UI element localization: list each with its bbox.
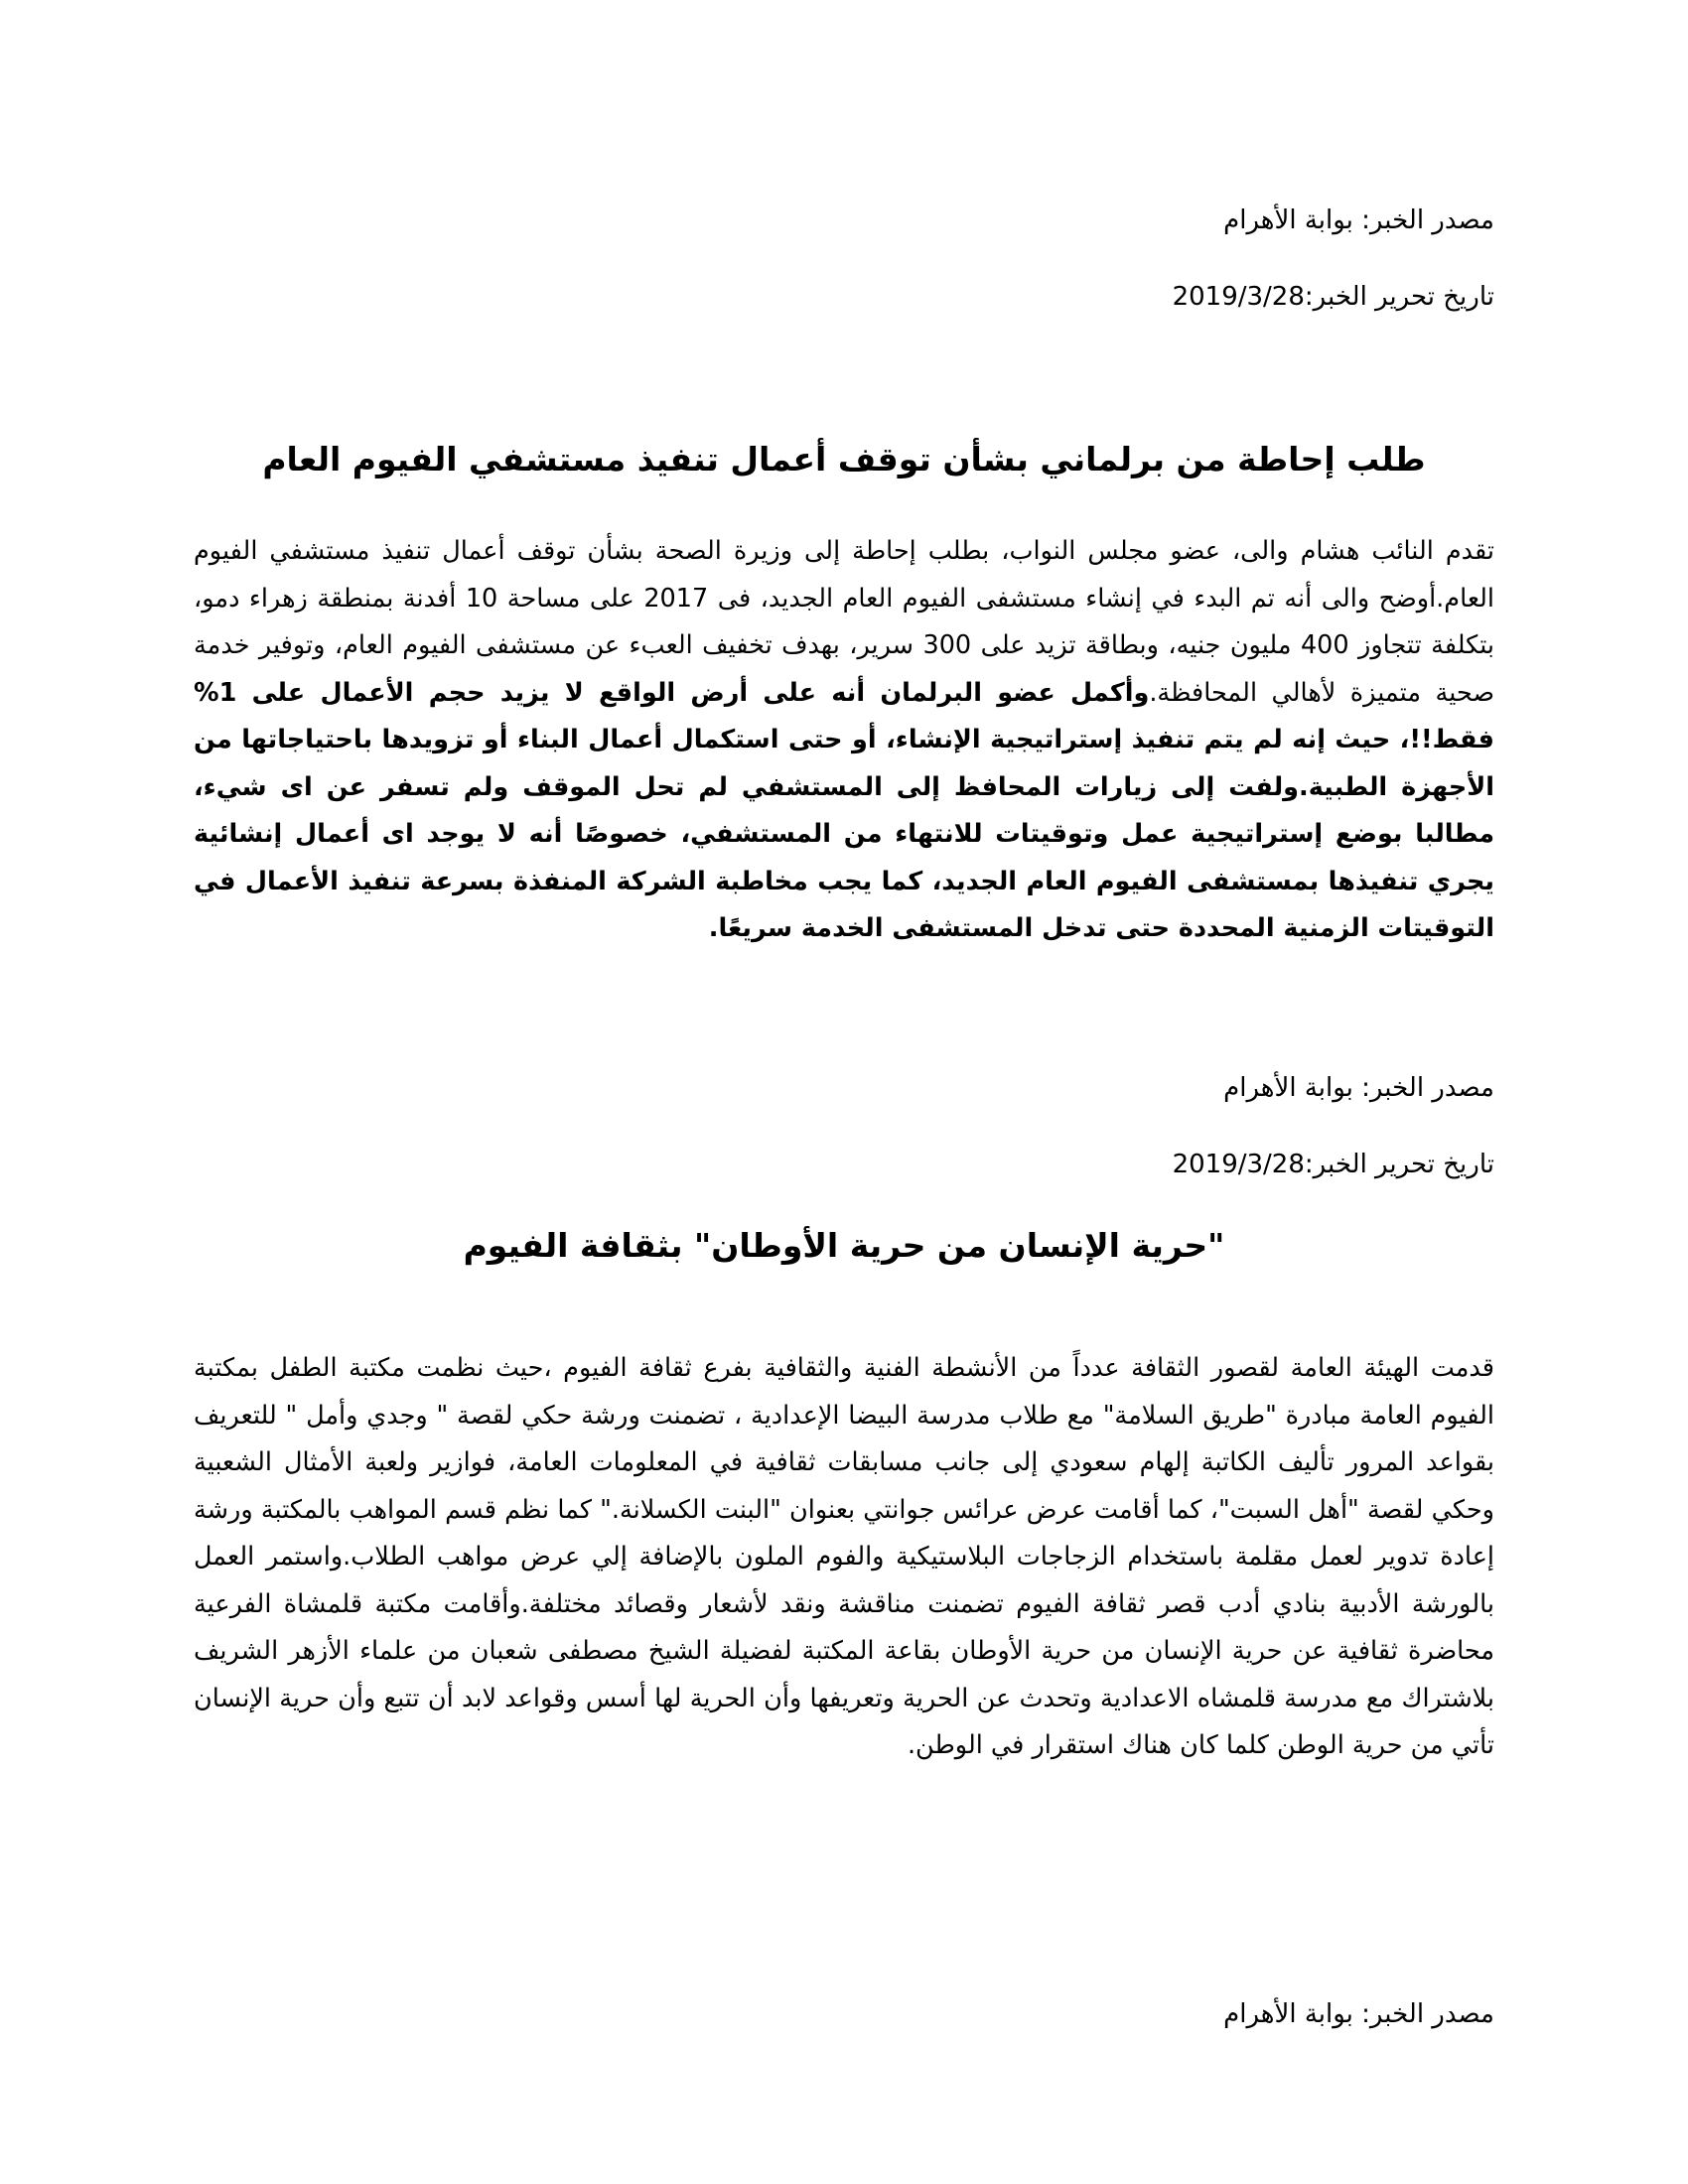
news-source-line: مصدر الخبر: بوابة الأهرام: [1223, 1999, 1494, 2029]
article-body: قدمت الهيئة العامة لقصور الثقافة عدداً من الأنشطة الفنية والثقافية بفرع ثقافة الفيوم ،حيث نظمت مكتبة الطفل بمكتبة الفيوم العامة مبادرة "طريق السلامة" مع طلاب مدرسة البيضا الإعدادية ، تضمنت ورشة حكي لقصة " وجدي وأمل " للتعريف بقواعد المرور تأليف الكاتبة إلهام سعودي إلى جانب مسابقات ثقافية في المعلومات العامة، فوازير ولعبة الأمثال الشعبية وحكي لقصة "أهل السبت"، كما أقامت عرض عرائس جوانتي بعنوان "البنت الكسلانة." كما نظم قسم المواهب بالمكتبة ورشة إعادة تدوير لعمل مقلمة باستخدام الزجاجات البلاستيكية والفوم الملون بالإضافة إلي عرض مواهب الطلاب.واستمر العمل بالورشة الأدبية بنادي أدب قصر ثقافة الفيوم تضمنت مناقشة ونقد لأشعار وقصائد مختلفة.وأقامت مكتبة قلمشاة الفرعية محاضرة ثقافية عن حرية الإنسان من حرية الأوطان بقاعة المكتبة لفضيلة الشيخ مصطفى شعبان من علماء الأزهر الشريف بلاشتراك مع مدرسة قلمشاه الاعدادية وتحدث عن الحرية وتعريفها وأن الحرية لها أسس وقواعد لابد أن تتبع وأن حرية الإنسان تأتي من حرية الوطن كلما كان هناك استقرار في الوطن.: [194, 1353, 1494, 1760]
article-title: طلب إحاطة من برلماني بشأن توقف أعمال تنفيذ مستشفي الفيوم العام: [262, 440, 1426, 478]
document-page: [194, 0, 1494, 2184]
news-date-line: تاريخ تحرير الخبر:2019/3/28: [1172, 1150, 1494, 1179]
news-date-line: تاريخ تحرير الخبر:2019/3/28: [1172, 282, 1494, 312]
article-title: "حرية الإنسان من حرية الأوطان" بثقافة الفيوم: [463, 1226, 1225, 1265]
article-body: [194, 528, 1494, 953]
article-body-bold: وأكمل عضو البرلمان أنه على أرض الواقع لا يزيد حجم الأعمال على 1% فقط!!، حيث إنه لم يتم تنفيذ إستراتيجية الإنشاء، أو حتى استكمال أعمال البناء أو تزويدها باحتياجاتها من الأجهزة الطبية.ولفت إلى زيارات المحافظ إلى المستشفي لم تحل الموقف ولم تسفر عن اى شيء، مطالبا بوضع إستراتيجية عمل وتوقيتات للانتهاء من المستشفي، خصوصًا أنه لا يوجد اى أعمال إنشائية يجري تنفيذها بمستشفى الفيوم العام الجديد، كما يجب مخاطبة الشركة المنفذة بسرعة تنفيذ الأعمال في التوقيتات الزمنية المحددة حتى تدخل المستشفى الخدمة سريعًا.: [194, 677, 1494, 943]
news-source-line: مصدر الخبر: بوابة الأهرام: [1223, 1073, 1494, 1103]
news-source-line: مصدر الخبر: بوابة الأهرام: [1223, 205, 1494, 235]
article-body-regular: تقدم النائب هشام والى، عضو مجلس النواب، بطلب إحاطة إلى وزيرة الصحة بشأن توقف أعمال تنفيذ مستشفي الفيوم العام.أوضح والى أنه تم البدء في إنشاء مستشفى الفيوم العام الجديد، فى 2017 على مساحة 10 أفدنة بمنطقة زهراء دمو، بتكلفة تتجاوز 400 مليون جنيه، وبطاقة تزيد على 300 سرير، بهدف تخفيف العبء عن مستشفى الفيوم العام، وتوفير خدمة صحية متميزة لأهالي المحافظة.: [194, 536, 1495, 708]
